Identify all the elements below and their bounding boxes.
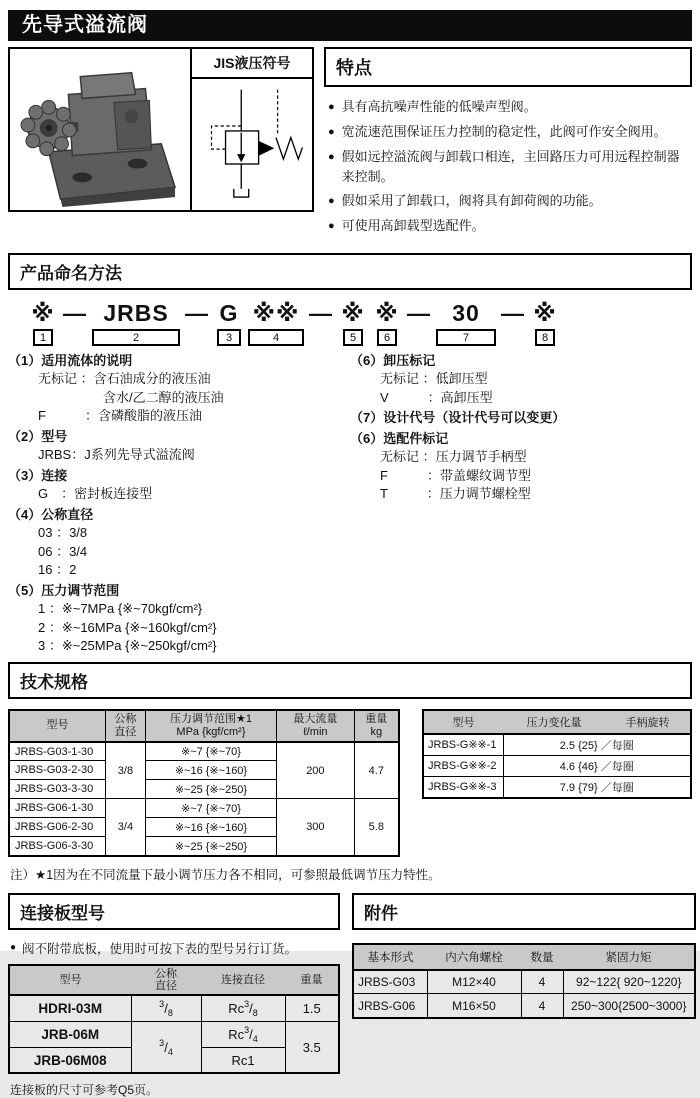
features-title: 特点 bbox=[324, 47, 692, 87]
table-row: JRBS-G※※-3 7.9 {79} ／每圈 bbox=[423, 776, 691, 798]
model-code bbox=[26, 300, 692, 346]
code-dash: — bbox=[63, 299, 87, 326]
code-seg: ※ bbox=[375, 299, 399, 326]
naming-heading: （3）连接 bbox=[8, 467, 68, 483]
col-header-handle-turn: 手柄旋转 bbox=[605, 710, 691, 734]
code-dash: — bbox=[185, 299, 209, 326]
fraction: $^3/_4$ bbox=[159, 1037, 173, 1057]
table-row: JRBS-G06-1-30 3/4 ※~7 {※~70} 300 5.8 bbox=[9, 799, 399, 818]
feature-text: 宽流速范围保证压力控制的稳定性，此阀可作安全阀用。 bbox=[341, 123, 667, 139]
code-seg: 30 bbox=[452, 299, 480, 326]
col-header-range: 压力调节范围★1 MPa {kgf/cm²} bbox=[145, 710, 276, 742]
code-num-box: 4 bbox=[248, 329, 304, 346]
naming-section bbox=[8, 253, 692, 658]
pressure-change-table bbox=[422, 709, 692, 799]
table-row: JRBS-G06-2-30 ※~16 {※~160} bbox=[9, 818, 399, 837]
table-row: HDRI-03M $^3/_8$ $Rc^3/_8$ 1.5 bbox=[9, 995, 339, 1022]
spec-note: 注）★1因为在不同流量下最小调节压力各不相同，可参照最低调节压力特性。 bbox=[10, 867, 441, 882]
naming-heading: （2）型号 bbox=[8, 428, 68, 444]
fraction: $Rc^3/_4$ bbox=[228, 1024, 258, 1044]
feature-text: 假如采用了卸载口，阀将具有卸荷阀的功能。 bbox=[341, 193, 602, 209]
col-header-model: 型号 bbox=[423, 710, 503, 734]
code-seg: ※※ bbox=[252, 299, 300, 326]
code-seg: ※ bbox=[341, 299, 365, 326]
naming-heading: （1）适用流体的说明 bbox=[8, 352, 133, 368]
naming-line: 2 ：※~16MPa {※~160kgf/cm²} bbox=[38, 619, 217, 635]
spec-table bbox=[8, 709, 400, 857]
accessories-table bbox=[352, 943, 696, 1019]
naming-line: F ：带盖螺纹调节型 bbox=[380, 467, 531, 483]
naming-heading: （6）选配件标记 bbox=[350, 430, 449, 446]
table-row: JRBS-G03-1-30 3/8 ※~7 {※~70} 200 4.7 bbox=[9, 742, 399, 761]
plate-note bbox=[10, 939, 340, 957]
bullet-icon: ● bbox=[328, 101, 335, 113]
naming-line: F ：含磷酸脂的液压油 bbox=[38, 408, 202, 424]
feature-item bbox=[328, 191, 692, 212]
relief-valve-photo-illustration bbox=[11, 51, 189, 209]
product-photo-panel bbox=[8, 47, 314, 212]
table-row: JRB-06M $^3/_4$ $Rc^3/_4$ 3.5 bbox=[9, 1021, 339, 1047]
naming-line: 含水/乙二醇的液压油 bbox=[38, 389, 224, 405]
col-header-bore: 公称 直径 bbox=[106, 710, 146, 742]
code-num-box: 3 bbox=[217, 329, 241, 346]
col-header-pressure-change: 压力变化量 bbox=[503, 710, 605, 734]
code-dash: — bbox=[309, 299, 333, 326]
feature-item bbox=[328, 97, 692, 118]
naming-line: 03 ：3/8 bbox=[38, 525, 88, 541]
code-seg: JRBS bbox=[103, 299, 169, 326]
jis-symbol-label: JIS液压符号 bbox=[192, 49, 312, 79]
naming-title: 产品命名方法 bbox=[8, 253, 692, 290]
bullet-icon: ● bbox=[328, 219, 335, 232]
naming-line: JRBS：J系列先导式溢流阀 bbox=[38, 447, 195, 463]
features-section bbox=[324, 47, 692, 241]
table-row: JRBS-G06 M16×50 4 250~300{2500~3000} bbox=[353, 994, 695, 1018]
code-seg: ※ bbox=[533, 299, 557, 326]
naming-left-column bbox=[8, 352, 350, 658]
col-header-quantity: 数量 bbox=[521, 944, 563, 970]
feature-item bbox=[328, 147, 692, 187]
table-row: JRBS-G※※-2 4.6 {46} ／每圈 bbox=[423, 755, 691, 776]
fraction: $Rc^3/_8$ bbox=[228, 998, 258, 1018]
feature-text: 具有高抗噪声性能的低噪声型阀。 bbox=[341, 99, 537, 114]
code-seg: ※ bbox=[31, 299, 55, 326]
tech-spec-title: 技术规格 bbox=[8, 662, 692, 699]
code-num-box: 7 bbox=[436, 329, 496, 346]
naming-line: G ：密封板连接型 bbox=[38, 486, 153, 502]
naming-line: 1 ：※~7MPa {※~70kgf/cm²} bbox=[38, 601, 203, 617]
page-title: 先导式溢流阀 bbox=[8, 10, 692, 41]
code-num-box: 6 bbox=[377, 329, 397, 346]
col-header-weight: 重量 kg bbox=[354, 710, 399, 742]
naming-heading: （6）卸压标记 bbox=[350, 352, 436, 368]
naming-line: 16 ：2 bbox=[38, 562, 77, 578]
bullet-icon: ● bbox=[10, 941, 17, 953]
table-row: JRBS-G※※-1 2.5 {25} ／每圈 bbox=[423, 734, 691, 756]
table-row: JRB-06M08 Rc1 bbox=[9, 1047, 339, 1073]
naming-line: 06 ：3/4 bbox=[38, 543, 88, 559]
naming-right-column bbox=[350, 352, 692, 658]
code-num-box: 1 bbox=[33, 329, 53, 346]
accessories-title: 附件 bbox=[352, 893, 696, 930]
code-num-box: 5 bbox=[343, 329, 363, 346]
col-header-connection: 连接直径 bbox=[201, 965, 285, 995]
valve-photo bbox=[10, 49, 190, 210]
naming-heading: （7）设计代号（设计代号可以变更） bbox=[350, 410, 566, 426]
bullet-icon: ● bbox=[328, 150, 335, 163]
col-header-model: 型号 bbox=[9, 965, 131, 995]
naming-heading: （4）公称直径 bbox=[8, 506, 94, 522]
col-header-flow: 最大流量 ℓ/min bbox=[277, 710, 355, 742]
col-header-weight: 重量 bbox=[285, 965, 339, 995]
col-header-base-type: 基本形式 bbox=[353, 944, 427, 970]
table-row: JRBS-G06-3-30 ※~25 {※~250} bbox=[9, 837, 399, 856]
naming-line: 无标记 ：压力调节手柄型 bbox=[380, 449, 527, 465]
code-num-box: 2 bbox=[92, 329, 180, 346]
table-row: JRBS-G03-3-30 ※~25 {※~250} bbox=[9, 780, 399, 799]
plate-note-text: 阀不附带底板，使用时可按下表的型号另行订货。 bbox=[22, 941, 298, 956]
col-header-torque: 紧固力矩 bbox=[563, 944, 695, 970]
bullet-icon: ● bbox=[328, 195, 335, 208]
naming-heading: （5）压力调节范围 bbox=[8, 582, 120, 598]
col-header-bolt: 内六角螺栓 bbox=[427, 944, 521, 970]
naming-line: V ：高卸压型 bbox=[380, 389, 493, 405]
plate-footer-note: 连接板的尺寸可参考Q5页。 bbox=[10, 1083, 159, 1098]
feature-text: 可使用高卸载型选配件。 bbox=[341, 217, 485, 233]
naming-line: 无标记 ：低卸压型 bbox=[380, 371, 488, 387]
col-header-bore: 公称 直径 bbox=[131, 965, 201, 995]
bullet-icon: ● bbox=[328, 125, 335, 138]
naming-line: 3 ：※~25MPa {※~250kgf/cm²} bbox=[38, 638, 217, 654]
feature-item bbox=[328, 122, 692, 143]
plate-title: 连接板型号 bbox=[8, 893, 340, 930]
naming-line: T ：压力调节螺栓型 bbox=[380, 486, 531, 502]
code-dash: — bbox=[407, 299, 431, 326]
fraction: $^3/_8$ bbox=[159, 998, 173, 1018]
feature-item bbox=[328, 216, 692, 237]
code-num-box: 8 bbox=[535, 329, 555, 346]
feature-text: 假如远控溢流阀与卸载口相连，主回路压力可用远程控制器来控制。 bbox=[341, 148, 680, 184]
code-seg: G bbox=[219, 299, 239, 326]
plate-table bbox=[8, 964, 340, 1075]
table-row: JRBS-G03 M12×40 4 92~122{ 920~1220} bbox=[353, 970, 695, 994]
code-dash: — bbox=[501, 299, 525, 326]
jis-hydraulic-symbol-icon bbox=[196, 83, 308, 207]
tech-spec-section bbox=[8, 662, 692, 883]
col-header-model: 型号 bbox=[9, 710, 106, 742]
naming-line: 无标记 ：含石油成分的液压油 bbox=[38, 371, 211, 387]
table-row: JRBS-G03-2-30 ※~16 {※~160} bbox=[9, 761, 399, 780]
accessories-section bbox=[352, 893, 696, 1098]
plate-model-section bbox=[8, 893, 340, 1098]
